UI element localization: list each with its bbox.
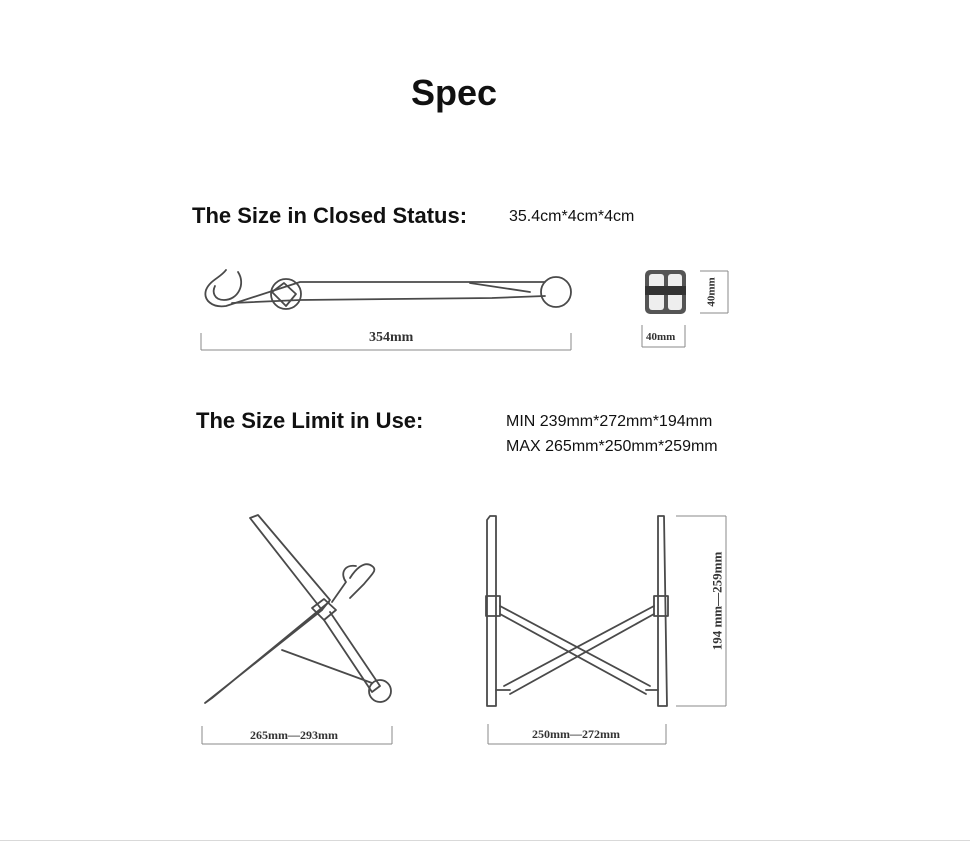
in-use-height-label: 194 mm—259mm [709, 551, 725, 651]
closed-length-label: 354mm [369, 330, 414, 345]
closed-width-label: 40mm [646, 331, 676, 343]
closed-status-heading: The Size in Closed Status: [192, 203, 468, 228]
divider [0, 840, 970, 841]
page-title: Spec [410, 72, 498, 113]
size-limit-min: MIN 239mm*272mm*194mm [506, 413, 713, 430]
stand-in-use-side-view [202, 515, 392, 744]
side-depth-label: 265mm—293mm [250, 728, 338, 742]
size-limit-max: MAX 265mm*250mm*259mm [506, 438, 718, 455]
closed-height-label: 40mm [705, 277, 718, 307]
front-width-label: 250mm—272mm [532, 727, 620, 741]
closed-status-value: 35.4cm*4cm*4cm [509, 208, 635, 225]
stand-in-use-front-view [486, 516, 726, 744]
size-limit-heading: The Size Limit in Use: [196, 408, 424, 433]
